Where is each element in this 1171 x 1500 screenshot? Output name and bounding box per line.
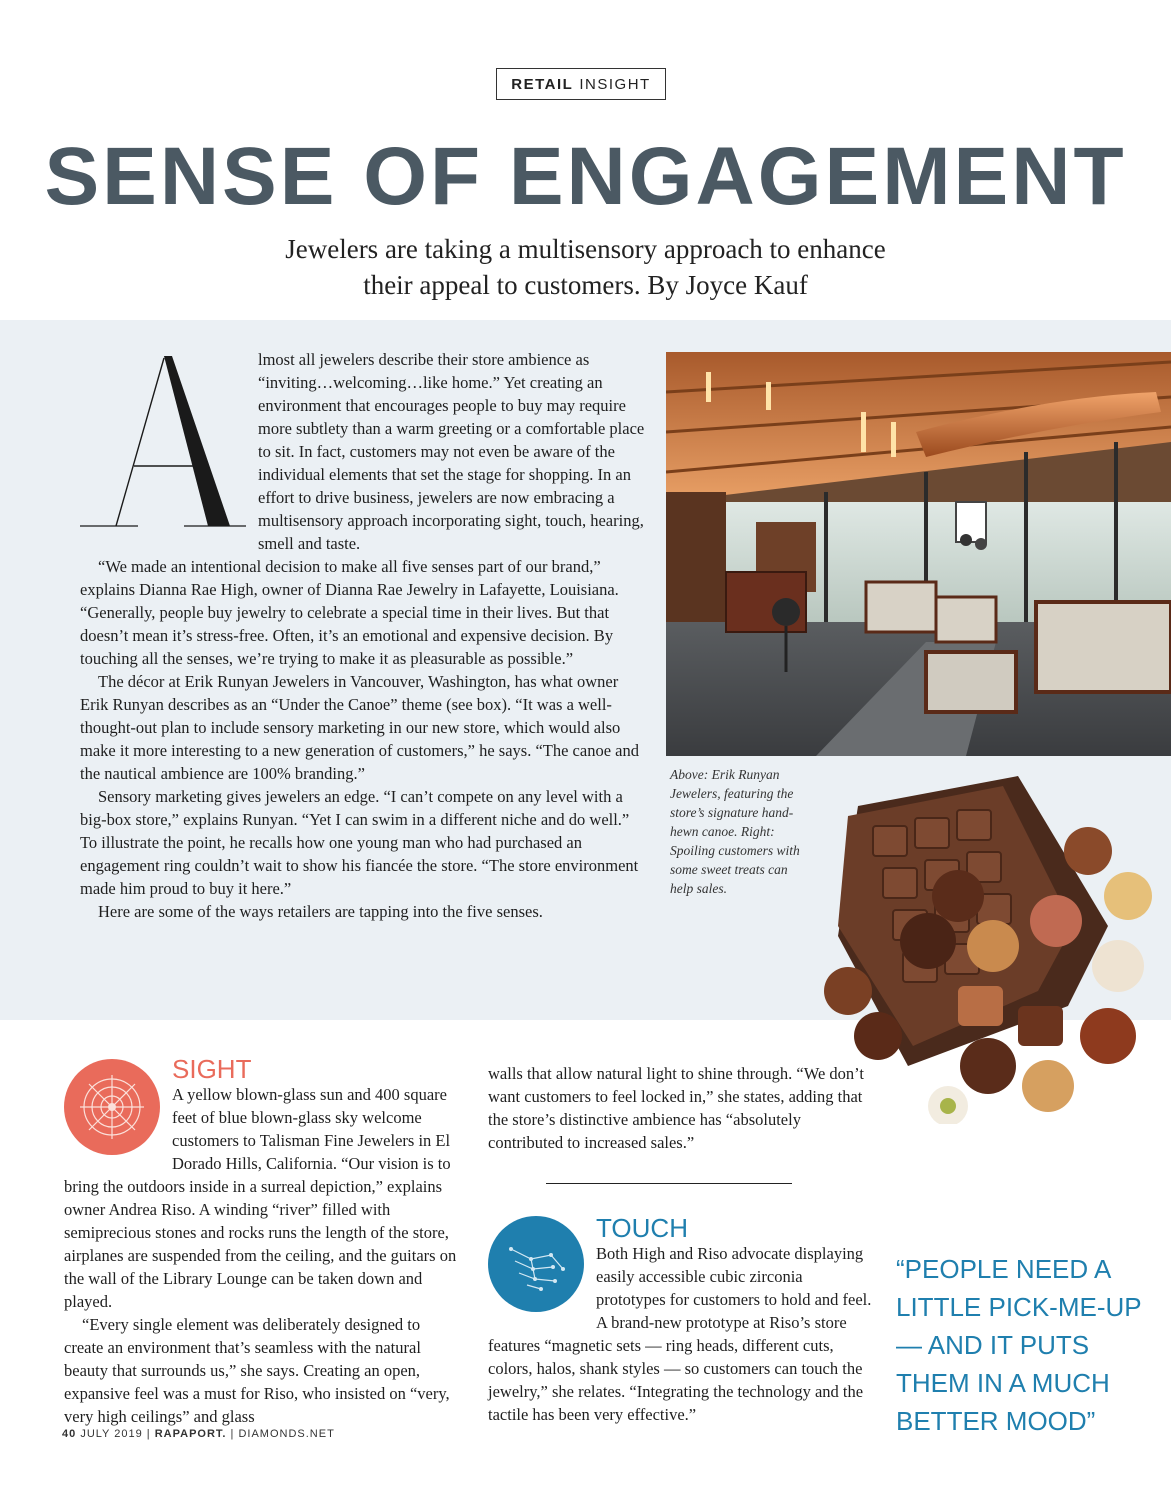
intro-paragraph-3: The décor at Erik Runyan Jewelers in Vancouver, Washington, has what owner Erik Runyan describes as an “Under the Canoe” theme (see box). “It was a well-thought-out plan to include sensory marketing in our new store, which would also make it more interesting to a new generation of customers,” he says. “The canoe and the nautical ambience are 100% branding.” — [80, 672, 639, 783]
footer-site: DIAMONDS.NET — [238, 1428, 335, 1440]
page-footer: 40 JULY 2019 | RAPAPORT. | DIAMONDS.NET — [62, 1428, 335, 1440]
sight-heading: SIGHT — [172, 1054, 252, 1084]
section-tag — [496, 68, 666, 100]
article-deck — [180, 232, 991, 303]
drop-cap — [80, 348, 256, 538]
intro-paragraph-1: lmost all jewelers describe their store ambience as “inviting…welcoming…like home.” Yet creating an environment that encourages people to buy may require more subtlety than a warm greeting or a comfortable place to sit. In fact, customers may not even be aware of the individual elements that set the stage for shopping. In an effort to drive business, jewelers are now embracing a multisensory approach incorporating sight, touch, hearing, smell and taste. — [258, 350, 645, 553]
chocolate-photo — [818, 776, 1171, 1124]
intro-text — [80, 348, 650, 923]
footer-date: JULY 2019 — [80, 1428, 143, 1440]
sun-web-icon — [64, 1059, 160, 1155]
section-tag-bold: RETAIL — [511, 75, 574, 93]
footer-brand: RAPAPORT. — [154, 1428, 227, 1440]
sight-paragraph-2: “Every single element was deliberately designed to create an environment that’s seamless with the natural beauty that surrounds us,” she says. Creating an open, expansive feel was a must for Riso, who insisted on “very, very high ceilings” and glass — [64, 1315, 450, 1426]
intro-paragraph-5: Here are some of the ways retailers are tapping into the five senses. — [98, 902, 543, 921]
store-photo — [666, 352, 1171, 756]
intro-paragraph-4: Sensory marketing gives jewelers an edge. “I can’t compete on any level with a big-box store,” explains Runyan. “Yet I can swim in a different niche and do well.” To illustrate the point, he recalls how one young man who had purchased an engagement ring couldn’t wait to show his fiancée the store. “The store environment made him proud to buy it here.” — [80, 787, 639, 898]
sight-section — [64, 1055, 460, 1428]
section-divider — [546, 1183, 792, 1184]
page-number: 40 — [62, 1428, 77, 1440]
intro-paragraph-2: “We made an intentional decision to make all five senses part of our brand,” explains Dianna Rae High, owner of Dianna Rae Jewelry in Lafayette, Louisiana. “Generally, people buy jewelry to celebrate a special time in their lives. But that doesn’t mean it’s stress-free. Often, it’s an emotional and expensive decision. By touching all the senses, we’re trying to make it as pleasurable as possible.” — [80, 557, 619, 668]
touch-section — [488, 1214, 874, 1426]
section-tag-rest: INSIGHT — [579, 75, 651, 93]
deck-line-2: their appeal to customers. By Joyce Kauf — [363, 269, 808, 300]
hand-constellation-icon — [488, 1216, 584, 1312]
touch-heading: TOUCH — [596, 1213, 688, 1243]
article-headline: SENSE OF ENGAGEMENT — [44, 131, 1127, 222]
pull-quote: “PEOPLE NEED A LITTLE PICK-ME-UP — AND IT PUTS THEM IN A MUCH BETTER MOOD” — [896, 1254, 1142, 1436]
touch-paragraph-1: Both High and Riso advocate displaying easily accessible cubic zirconia prototypes for customers to hold and feel. A brand-new prototype at Riso’s store features “magnetic sets — ring heads, different cuts, colors, halos, shank styles — so customers can touch the jewelry,” she relates. “Integrating the technology and the tactile has been very effective.” — [488, 1244, 872, 1424]
sight-continued — [488, 1062, 864, 1154]
sight-paragraph-3: walls that allow natural light to shine through. “We don’t want customers to feel locked in,” she states, adding that the store’s distinctive ambience has “absolutely contributed to increased sales.” — [488, 1064, 864, 1152]
deck-line-1: Jewelers are taking a multisensory approach to enhance — [285, 234, 886, 264]
photo-caption: Above: Erik Runyan Jewelers, featuring the store’s signature hand-hewn canoe. Right: Spoiling customers with some sweet treats can help sales. — [670, 767, 800, 896]
sight-paragraph-1: A yellow blown-glass sun and 400 square feet of blue blown-glass sky welcome customers to Talisman Fine Jewelers in El Dorado Hills, California. “Our vision is to bring the outdoors inside in a surreal depiction,” explains owner Andrea Riso. A winding “river” filled with semiprecious stones and rocks runs the length of the store, airplanes are suspended from the ceiling, and the guitars on the wall of the Library Lounge can be taken down and played. — [64, 1085, 457, 1311]
